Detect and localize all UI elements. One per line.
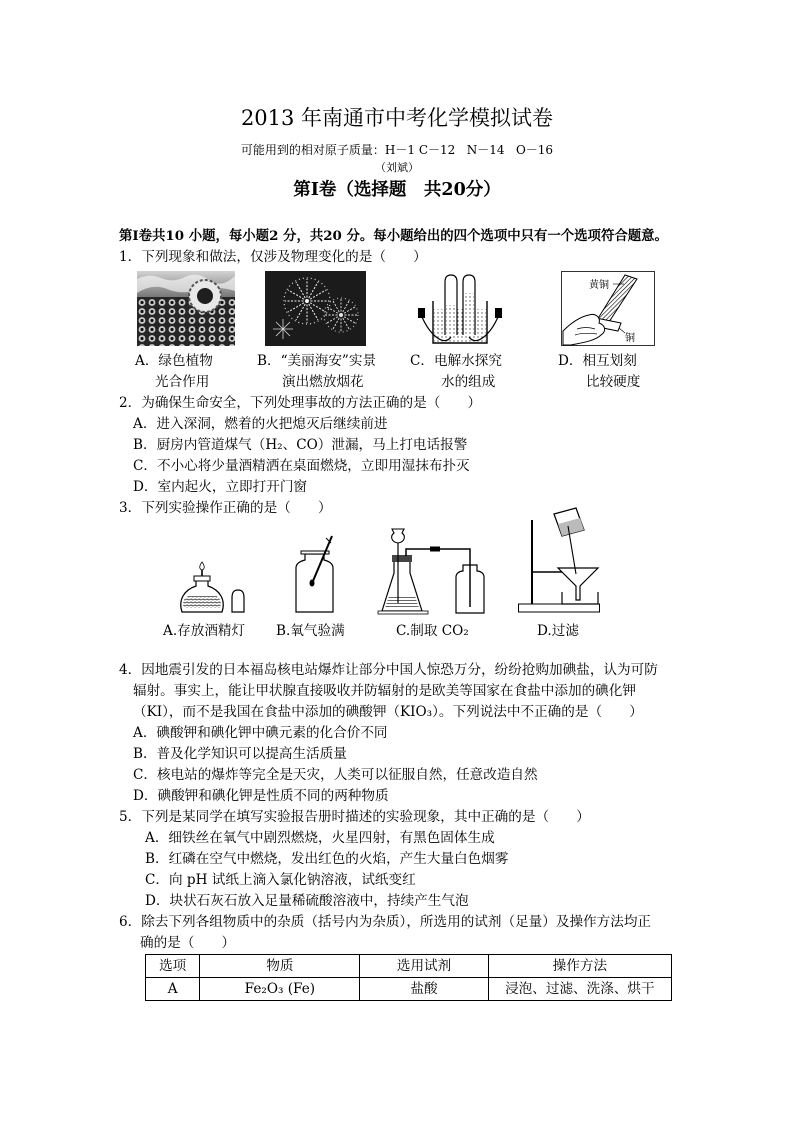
- table-header-row: [146, 954, 672, 977]
- q1-option-a-label: A．绿色植物: [135, 352, 213, 369]
- stand-base: [519, 604, 600, 612]
- q5-stem: 5．下列是某同学在填写实验报告册时描述的实验现象，其中正确的是（ ）: [119, 808, 590, 825]
- q6-stem-line-2: 确的是（ ）: [140, 934, 236, 951]
- q2-option-c: C．不小心将少量酒精洒在桌面燃烧，立即用湿抹布扑灭: [133, 457, 470, 474]
- q1-option-a-label-2: 光合作用: [155, 373, 210, 390]
- funnel: [558, 568, 598, 600]
- q1-stem: 1．下列现象和做法，仅涉及物理变化的是（ ）: [119, 248, 427, 265]
- thistle-funnel-bulb: [392, 529, 405, 543]
- exam-title: 2013 年南通市中考化学模拟试卷: [240, 106, 554, 130]
- night-sky: [265, 271, 366, 346]
- flask-stopper: [392, 555, 412, 562]
- firework-burst-small: [273, 319, 293, 339]
- brass-label: 黄铜: [589, 280, 609, 291]
- lamp-flame: [200, 562, 205, 570]
- clip-right: [495, 308, 502, 318]
- q5-option-a: A．细铁丝在氧气中剧烈燃烧，火星四射，有黑色固体生成: [145, 829, 495, 846]
- table-header-option: 选项: [146, 954, 200, 977]
- table-header-substance: 物质: [200, 954, 360, 977]
- flask-liquid: [385, 596, 419, 608]
- exam-body: [0, 226, 794, 1001]
- tube-right-water: [464, 293, 474, 335]
- author-note: （刘斌）: [375, 161, 419, 174]
- q4-option-d: D．碘酸钾和碘化钾是性质不同的两种物质: [133, 787, 389, 804]
- q2-option-a: A．进入深洞，燃着的火把熄灭后继续前进: [133, 415, 388, 432]
- copper-label: 铜: [625, 333, 635, 344]
- q4-stem-line-2: 辐射。事实上，能让甲状腺直接吸收并防辐射的是欧美等国家在食盐中添加的碘化钾: [133, 682, 636, 699]
- alcohol-lamp-illustration: [178, 562, 248, 614]
- flask-stand: [378, 611, 428, 614]
- atomic-masses-note: 可能用到的相对原子质量：H－1 C－12 N－14 O－16: [240, 143, 554, 157]
- water-electrolysis-apparatus: [416, 271, 505, 346]
- q1-option-b-label-2: 演出燃放烟花: [282, 373, 364, 390]
- oxygen-check-bottle-illustration: [293, 535, 336, 614]
- q3-option-b-label: B.氧气验满: [276, 622, 345, 639]
- filtration-apparatus: [518, 508, 600, 614]
- q1-option-d-label-2: 比较硬度: [586, 373, 641, 390]
- flower-field: [137, 297, 235, 346]
- q3-images: [0, 519, 794, 621]
- q5-option-b: B．红磷在空气中燃烧，发出红色的火焰，产生大量白色烟雾: [145, 850, 509, 867]
- brass-copper-scratch-illustration: [561, 271, 655, 346]
- table-cell-reagent: 盐酸: [360, 977, 488, 1000]
- q3-stem: 3．下列实验操作正确的是（ ）: [119, 499, 332, 516]
- q1-option-d-label: D．相互划刻: [558, 352, 637, 369]
- q4-option-a: A．碘酸钾和碘化钾中碘元素的化合价不同: [133, 724, 388, 741]
- q1-images: [0, 268, 794, 351]
- big-sunflower-center: [197, 288, 213, 304]
- tube-left-water: [446, 305, 456, 335]
- section-title: 第Ⅰ卷（选择题 共20分）: [293, 180, 501, 200]
- table-row: [146, 977, 672, 1000]
- table-cell-method: 浸泡、过滤、洗涤、烘干: [488, 977, 671, 1000]
- table-header-method: 操作方法: [488, 954, 671, 977]
- sunflower-field-photo: [137, 271, 235, 346]
- q5-option-c: C．向 pH 试纸上滴入氯化钠溶液，试纸变红: [145, 871, 416, 888]
- q3-captions: [0, 621, 794, 642]
- clip-left: [418, 308, 425, 318]
- q2-option-b: B．厨房内管道煤气（H₂、CO）泄漏，马上打电话报警: [133, 436, 468, 453]
- rubber-connector: [430, 547, 440, 552]
- q1-captions: [0, 351, 794, 393]
- q1-option-c-label-2: 水的组成: [441, 373, 496, 390]
- co2-generation-apparatus: [378, 527, 487, 614]
- q4-option-c: C．核电站的爆炸等完全是天灾，人类可以征服自然，任意改造自然: [133, 766, 538, 783]
- q1-option-c-label: C．电解水探究: [410, 352, 502, 369]
- trough-water: [434, 309, 486, 342]
- section-instructions: 第Ⅰ卷共10 小题，每小题2 分，共20 分。每小题给出的四个选项中只有一个选项符合题意。: [119, 227, 668, 244]
- q4-stem-line-3: （KI），而不是我国在食盐中添加的碘酸钾（KIO₃）。下列说法中不正确的是（ ）: [133, 703, 643, 720]
- lamp-cap: [232, 590, 244, 612]
- q5-option-d: D．块状石灰石放入足量稀硫酸溶液中，持续产生气泡: [145, 892, 469, 909]
- q3-option-c-label: C.制取 CO₂: [396, 622, 469, 639]
- q6-stem-line-1: 6．除去下列各组物质中的杂质（括号内为杂质），所选用的试剂（足量）及操作方法均正: [119, 913, 652, 930]
- q4-option-b: B．普及化学知识可以提高生活质量: [133, 745, 347, 762]
- fireworks-photo: [265, 271, 366, 346]
- table-cell-substance: Fe₂O₃ (Fe): [200, 977, 360, 1000]
- splint-ember: [310, 580, 315, 587]
- q1-option-b-label: B．“美丽海安”实景: [257, 352, 377, 369]
- q6-options-table: [145, 954, 672, 1001]
- q3-option-d-label: D.过滤: [537, 622, 579, 639]
- lamp-collar: [194, 576, 210, 581]
- q4-stem-line-1: 4．因地震引发的日本福岛核电站爆炸让部分中国人惊恐万分，纷纷抢购加碘盐，认为可防: [119, 661, 658, 678]
- lamp-liquid: [183, 596, 221, 608]
- table-header-reagent: 选用试剂: [360, 954, 488, 977]
- table-cell-option: A: [146, 977, 200, 1000]
- q3-option-a-label: A.存放酒精灯: [163, 622, 246, 639]
- q2-stem: 2．为确保生命安全，下列处理事故的方法正确的是（ ）: [119, 394, 482, 411]
- q2-option-d: D．室内起火，立即打开门窗: [133, 478, 308, 495]
